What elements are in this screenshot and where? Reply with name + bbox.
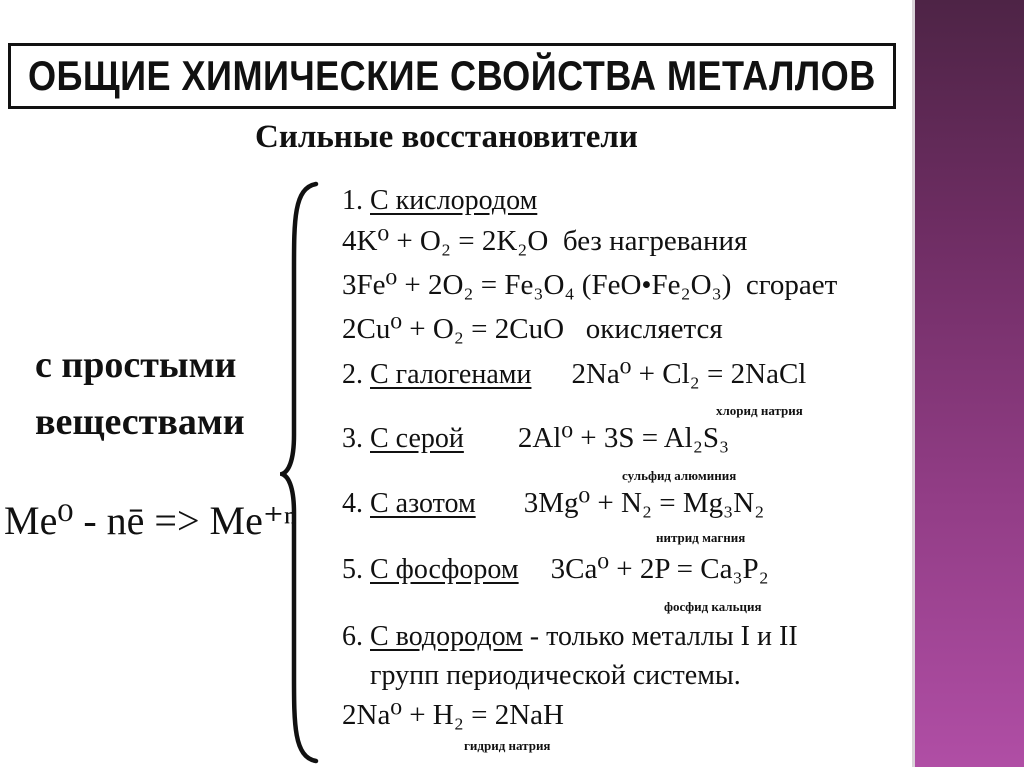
section-title: С кислородом (370, 185, 538, 216)
equation: 3Mg⁰ + N₂ = Mg₃N₂ (523, 487, 765, 519)
section-sulfur (342, 421, 729, 456)
section-title: С галогенами (370, 359, 532, 390)
section-oxygen-heading (342, 184, 537, 218)
section-nitrogen (342, 486, 764, 521)
equation: 4K⁰ + O₂ = 2K₂O (342, 225, 549, 257)
section-hydrogen-line2: групп периодической системы. (370, 660, 741, 691)
product-name-aluminium-sulfide: сульфид алюминия (622, 468, 737, 483)
left-label-line1: с простыми (35, 344, 237, 386)
section-number: 6. (342, 621, 363, 652)
left-label-line2: веществами (35, 401, 245, 443)
reaction-iron-oxygen (342, 268, 837, 302)
section-hydrogen (342, 620, 798, 654)
product-name-sodium-chloride: хлорид натрия (716, 403, 803, 418)
reaction-copper-oxygen (342, 312, 723, 346)
condition-note: сгорает (745, 269, 838, 301)
section-title: С фосфором (370, 554, 519, 585)
section-number: 5. (342, 554, 363, 585)
reaction-potassium-oxygen (342, 224, 747, 258)
reaction-sodium-hydrogen: 2Na⁰ + H₂ = 2NaH (342, 699, 564, 731)
page-subtitle: Сильные восстановители (255, 119, 638, 155)
curly-brace-graphic (280, 180, 320, 765)
section-title-tail: - только металлы I и II (522, 621, 798, 652)
section-phosphorus (342, 552, 769, 587)
section-number: 2. (342, 359, 363, 390)
condition-note: без нагревания (562, 225, 748, 257)
section-halogens (342, 357, 806, 392)
condition-note: окисляется (585, 313, 723, 345)
product-name-magnesium-nitride: нитрид магния (656, 530, 746, 545)
title-box (8, 43, 896, 109)
section-number: 1. (342, 185, 363, 216)
product-name-sodium-hydride: гидрид натрия (464, 738, 551, 753)
equation: 3Ca⁰ + 2P = Ca₃P₂ (550, 553, 769, 585)
section-number: 4. (342, 488, 363, 519)
product-name-calcium-phosphide: фосфид кальция (664, 599, 762, 614)
oxidation-scheme: Me⁰ - nē => Me⁺ⁿ (4, 498, 297, 543)
decorative-sidebar (915, 0, 1024, 767)
equation: 2Cu⁰ + O₂ = 2CuO (342, 313, 565, 345)
section-title: С азотом (370, 488, 476, 519)
section-number: 3. (342, 423, 363, 454)
equation: 2Na⁰ + Cl₂ = 2NaCl (571, 358, 807, 390)
equation: 2Al⁰ + 3S = Al₂S₃ (517, 422, 730, 454)
page-title: ОБЩИЕ ХИМИЧЕСКИЕ СВОЙСТВА МЕТАЛЛОВ (28, 52, 876, 99)
equation: 3Fe⁰ + 2O₂ = Fe₃O₄ (FeO•Fe₂O₃) (342, 269, 732, 301)
section-title: С водородом (370, 621, 523, 652)
section-title: С серой (370, 423, 464, 454)
